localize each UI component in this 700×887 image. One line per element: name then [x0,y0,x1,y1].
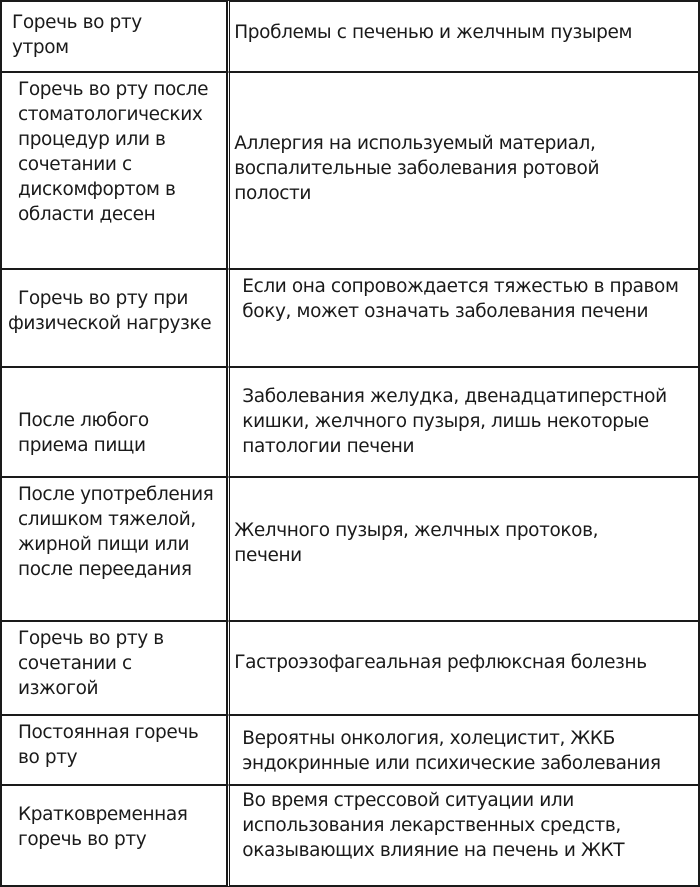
table-row [0,72,700,269]
symptom-text: После употребления слишком тяжелой, жирной пищи или после переедания [18,484,214,580]
cause-text: Заболевания желудка, двенадцатиперстной кишки, желчного пузыря, лишь некоторые патологии печени [242,386,667,457]
cause-cell [227,785,700,887]
cause-cell [227,621,700,715]
cause-cell [227,0,700,72]
symptom-text: После любого приема пищи [18,410,149,456]
cause-cell [227,367,700,477]
cause-text: Во время стрессовой ситуации или использования лекарственных средств, оказывающих влияние на печень и ЖКТ [242,790,625,861]
symptom-cell [0,269,227,367]
symptom-cell [0,715,227,785]
table-row [0,367,700,477]
symptom-text: Постоянная горечь во рту [18,722,199,768]
table-row [0,785,700,887]
cause-text: Аллергия на используемый материал, воспалительные заболевания ротовой полости [234,133,600,204]
cause-cell [227,72,700,269]
cause-text: Вероятны онкология, холецистит, ЖКБ эндокринные или психические заболевания [242,728,661,774]
symptom-text: Горечь во рту в сочетании с изжогой [18,628,164,699]
symptom-text: Горечь во рту после стоматологических процедур или в сочетании с дискомфортом в области десен [18,79,209,225]
symptom-cell [0,785,227,887]
table-row [0,0,700,72]
table-row [0,715,700,785]
cause-text: Проблемы с печенью и желчным пузырем [234,22,633,43]
table-row [0,621,700,715]
symptom-cell [0,72,227,269]
symptom-text: Горечь во рту при физической нагрузке [8,288,212,334]
cause-cell [227,269,700,367]
cause-text: Желчного пузыря, желчных протоков, печени [234,520,599,566]
symptom-cell [0,477,227,621]
symptom-text: Кратковременная горечь во рту [18,804,188,850]
symptom-cell [0,0,227,72]
table-row [0,269,700,367]
cause-text: Если она сопровождается тяжестью в правом боку, может означать заболевания печени [242,276,679,322]
symptom-text: Горечь во рту утром [12,12,142,58]
table-row [0,477,700,621]
symptom-cell [0,621,227,715]
cause-text: Гастроэзофагеальная рефлюксная болезнь [234,652,647,673]
symptom-cell [0,367,227,477]
cause-cell [227,715,700,785]
cause-cell [227,477,700,621]
